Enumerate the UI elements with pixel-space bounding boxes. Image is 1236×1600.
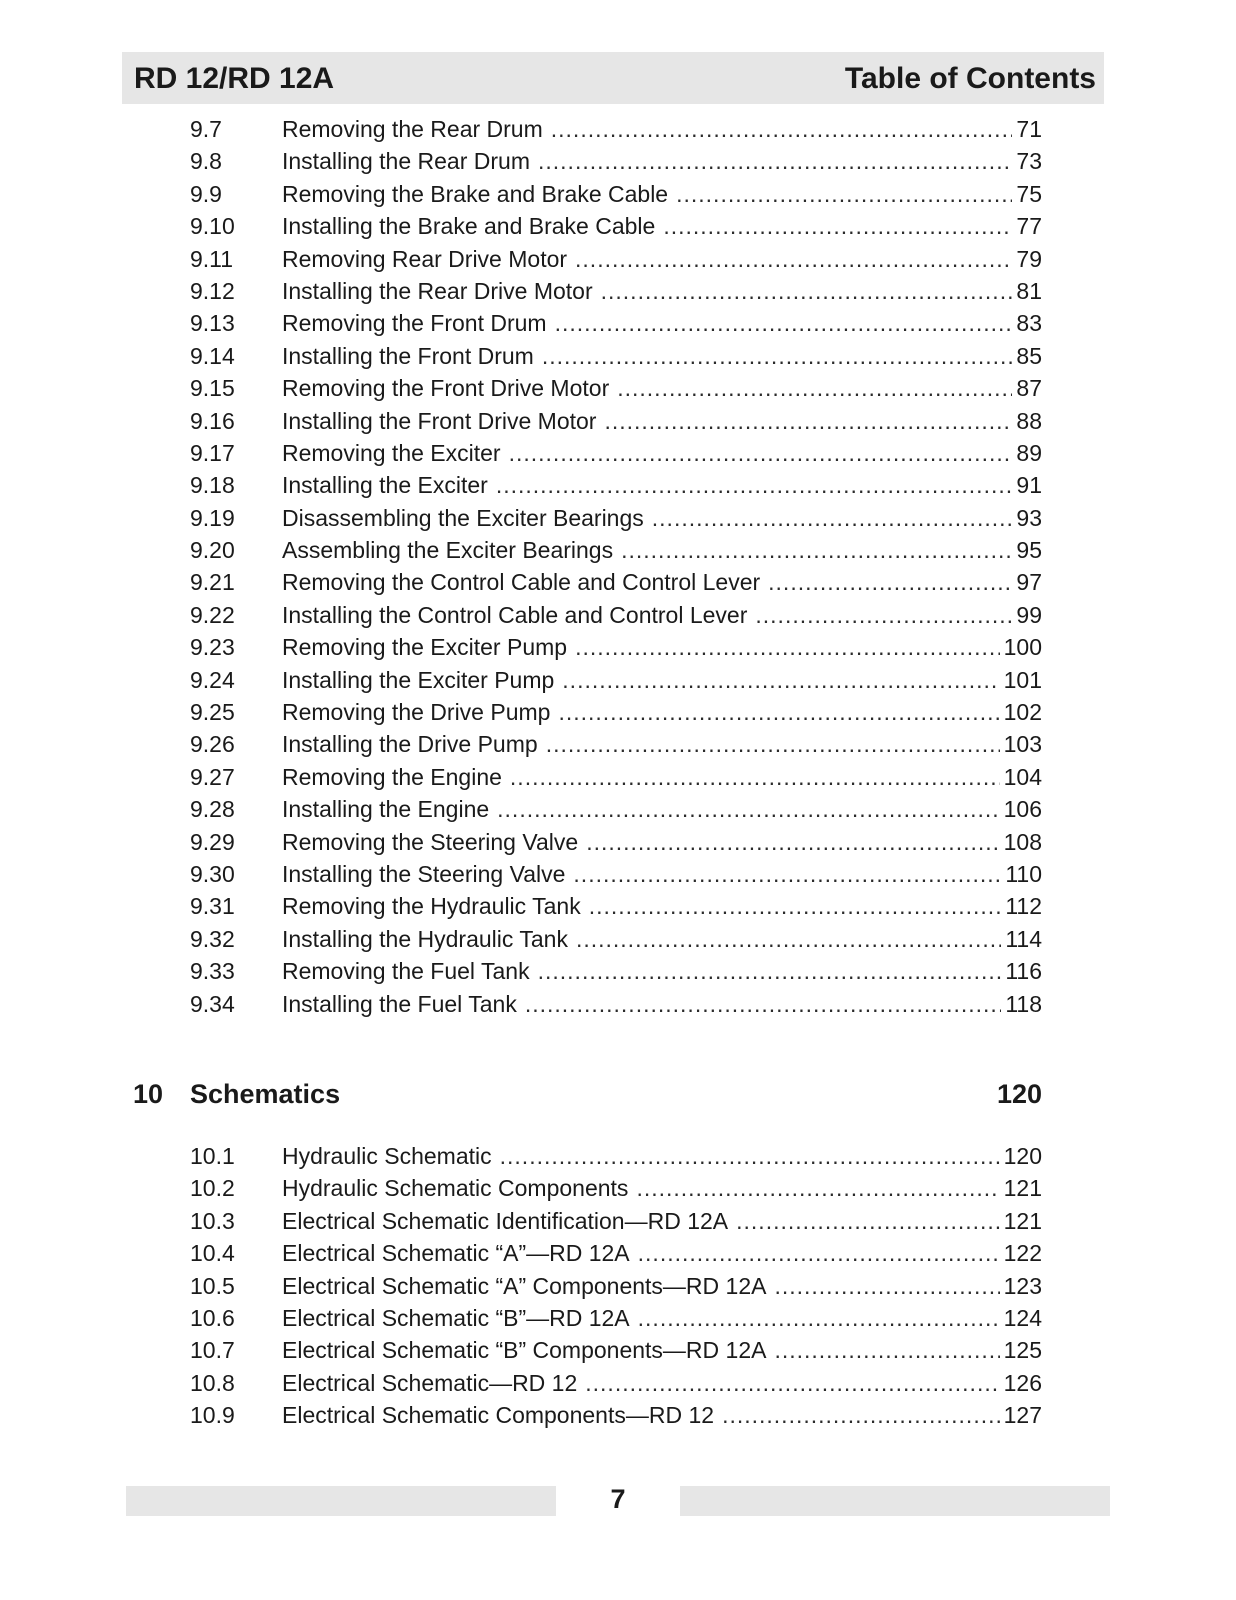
toc-entry[interactable]: [190, 113, 1042, 145]
toc-entry[interactable]: [190, 793, 1042, 825]
toc-entry[interactable]: [190, 307, 1042, 339]
dot-leader: [538, 955, 1002, 987]
chapter-number: 10: [133, 1079, 164, 1109]
toc-entry-number: 9.7: [190, 116, 222, 142]
toc-entry-title: Installing the Exciter Pump: [282, 666, 555, 693]
toc-entry-page: 118: [1005, 990, 1042, 1017]
toc-entry[interactable]: [190, 178, 1042, 210]
toc-entry-page: 93: [1016, 504, 1042, 531]
toc-entry-number: 9.12: [190, 277, 235, 304]
toc-entry-page: 108: [1003, 828, 1042, 855]
toc-entry[interactable]: [190, 631, 1042, 663]
toc-entry[interactable]: [190, 275, 1042, 307]
toc-entry[interactable]: [190, 955, 1042, 987]
toc-entry-title: Installing the Drive Pump: [282, 731, 538, 758]
dot-leader: [638, 1302, 1000, 1334]
toc-entry-page: 85: [1016, 342, 1042, 369]
toc-entry-title: Installing the Rear Drum: [282, 148, 530, 175]
toc-entry-page: 97: [1016, 569, 1042, 596]
toc-entry-number: 9.15: [190, 375, 235, 402]
toc-entry-number: 9.25: [190, 699, 235, 726]
toc-entry-page: 95: [1016, 537, 1042, 564]
toc-entry-number: 10.4: [190, 1240, 235, 1267]
section-title: Table of Contents: [844, 62, 1096, 95]
toc-entry[interactable]: [190, 340, 1042, 372]
toc-entry[interactable]: [190, 1270, 1042, 1302]
toc-entry-title: Removing the Hydraulic Tank: [282, 893, 581, 920]
toc-entry-number: 10.9: [190, 1402, 235, 1429]
dot-leader: [768, 566, 1012, 598]
toc-entry-page: 71: [1016, 116, 1042, 142]
dot-leader: [496, 469, 1013, 501]
model-title: RD 12/RD 12A: [134, 62, 335, 95]
toc-entry-title: Electrical Schematic “B”—RD 12A: [282, 1304, 630, 1331]
dot-leader: [562, 664, 999, 696]
dot-leader: [497, 793, 999, 825]
toc-entry[interactable]: [190, 1334, 1042, 1366]
dot-leader: [576, 923, 1001, 955]
dot-leader: [663, 210, 1012, 242]
toc-chapter-9-list: [190, 113, 1042, 1020]
toc-entry-title: Installing the Fuel Tank: [282, 990, 517, 1017]
dot-leader: [573, 858, 1001, 890]
dot-leader: [558, 696, 999, 728]
toc-entry-number: 9.29: [190, 828, 235, 855]
toc-entry-page: 81: [1016, 277, 1042, 304]
footer-bar-right: [680, 1486, 1110, 1516]
dot-leader: [500, 1140, 1000, 1172]
toc-entry-title: Removing the Rear Drum: [282, 116, 543, 142]
toc-entry-number: 9.30: [190, 860, 235, 887]
toc-entry-number: 9.33: [190, 958, 235, 985]
toc-entry-title: Removing the Steering Valve: [282, 828, 579, 855]
toc-entry-number: 9.19: [190, 504, 235, 531]
toc-entry-page: 79: [1016, 245, 1042, 272]
toc-entry-title: Installing the Front Drum: [282, 342, 534, 369]
toc-entry-title: Installing the Steering Valve: [282, 860, 566, 887]
toc-entry[interactable]: [190, 566, 1042, 598]
toc-entry-page: 91: [1016, 472, 1042, 499]
dot-leader: [575, 243, 1012, 275]
toc-entry-title: Removing the Front Drive Motor: [282, 375, 610, 402]
toc-entry-number: 9.27: [190, 763, 235, 790]
toc-entry-page: 99: [1016, 601, 1042, 628]
page-number: 7: [610, 1484, 626, 1514]
toc-entry-number: 9.9: [190, 180, 222, 207]
toc-entry-title: Removing the Brake and Brake Cable: [282, 180, 669, 207]
toc-entry-page: 127: [1003, 1402, 1042, 1429]
toc-entry-page: 100: [1003, 634, 1042, 661]
toc-entry-number: 10.3: [190, 1207, 235, 1234]
toc-entry[interactable]: [190, 988, 1042, 1020]
toc-entry-page: 77: [1016, 213, 1042, 240]
toc-entry-number: 10.8: [190, 1369, 235, 1396]
dot-leader: [604, 405, 1012, 437]
toc-entry-number: 9.28: [190, 796, 235, 823]
toc-entry[interactable]: [190, 890, 1042, 922]
footer-bar-left: [126, 1486, 556, 1516]
toc-entry-page: 112: [1005, 893, 1042, 920]
toc-chapter-10-list: [190, 1140, 1042, 1432]
toc-entry[interactable]: [190, 405, 1042, 437]
toc-entry-title: Installing the Rear Drive Motor: [282, 277, 593, 304]
toc-entry-number: 9.14: [190, 342, 235, 369]
toc-entry-title: Removing the Drive Pump: [282, 699, 551, 726]
dot-leader: [617, 372, 1012, 404]
dot-leader: [546, 728, 1000, 760]
toc-entry-title: Hydraulic Schematic: [282, 1143, 492, 1169]
toc-entry-page: 101: [1003, 666, 1042, 693]
toc-entry-title: Installing the Front Drive Motor: [282, 407, 597, 434]
toc-entry-number: 9.10: [190, 213, 235, 240]
dot-leader: [586, 826, 999, 858]
toc-entry-page: 123: [1003, 1272, 1042, 1299]
toc-entry[interactable]: [190, 761, 1042, 793]
toc-entry-number: 9.26: [190, 731, 235, 758]
toc-entry-page: 75: [1016, 180, 1042, 207]
toc-entry[interactable]: [190, 1237, 1042, 1269]
toc-entry-title: Assembling the Exciter Bearings: [282, 537, 614, 564]
dot-leader: [636, 1172, 999, 1204]
toc-entry-number: 10.2: [190, 1175, 235, 1202]
dot-leader: [774, 1270, 999, 1302]
toc-entry-page: 124: [1003, 1304, 1042, 1331]
toc-entry-number: 9.23: [190, 634, 235, 661]
toc-entry-title: Removing the Front Drum: [282, 310, 547, 337]
dot-leader: [621, 534, 1012, 566]
toc-entry[interactable]: [190, 1367, 1042, 1399]
toc-entry-page: 110: [1005, 860, 1042, 887]
chapter-title: Schematics: [190, 1079, 341, 1109]
toc-entry-title: Installing the Brake and Brake Cable: [282, 213, 656, 240]
toc-entry-page: 102: [1003, 699, 1042, 726]
toc-entry[interactable]: [190, 502, 1042, 534]
toc-entry[interactable]: [190, 145, 1042, 177]
toc-entry-title: Removing the Exciter Pump: [282, 634, 568, 661]
chapter-page-number: 120: [996, 1079, 1042, 1109]
toc-entry-number: 9.20: [190, 537, 235, 564]
toc-entry[interactable]: [190, 534, 1042, 566]
toc-entry-title: Removing the Engine: [282, 763, 502, 790]
toc-entry-number: 10.5: [190, 1272, 235, 1299]
dot-leader: [585, 1367, 999, 1399]
toc-entry-page: 88: [1016, 407, 1042, 434]
toc-entry[interactable]: [190, 210, 1042, 242]
toc-entry[interactable]: [190, 826, 1042, 858]
toc-entry[interactable]: [190, 664, 1042, 696]
toc-entry-page: 106: [1003, 796, 1042, 823]
dot-leader: [589, 890, 1002, 922]
toc-entry[interactable]: [190, 1205, 1042, 1237]
toc-entry[interactable]: [190, 696, 1042, 728]
toc-entry-page: 89: [1016, 439, 1042, 466]
toc-entry[interactable]: [190, 372, 1042, 404]
toc-entry-number: 9.16: [190, 407, 235, 434]
toc-entry-page: 121: [1003, 1175, 1042, 1202]
dot-leader: [755, 599, 1012, 631]
toc-entry[interactable]: [190, 1140, 1042, 1172]
toc-entry-page: 104: [1003, 763, 1042, 790]
toc-entry[interactable]: [190, 1399, 1042, 1431]
toc-entry-number: 9.24: [190, 666, 235, 693]
toc-entry-page: 116: [1005, 958, 1042, 985]
toc-entry-page: 83: [1016, 310, 1042, 337]
toc-entry[interactable]: [190, 437, 1042, 469]
toc-entry-title: Electrical Schematic “B” Components—RD 12A: [282, 1337, 767, 1364]
toc-entry-title: Electrical Schematic Identification—RD 12A: [282, 1207, 729, 1234]
chapter-heading[interactable]: [133, 1074, 1042, 1114]
toc-entry-page: 120: [1003, 1143, 1042, 1169]
toc-entry[interactable]: [190, 728, 1042, 760]
toc-entry-title: Electrical Schematic—RD 12: [282, 1369, 578, 1396]
toc-entry-title: Installing the Engine: [282, 796, 490, 823]
dot-leader: [551, 113, 1013, 145]
dot-leader: [509, 437, 1013, 469]
toc-entry-number: 9.11: [190, 245, 234, 272]
toc-entry-number: 10.7: [190, 1337, 235, 1364]
toc-entry[interactable]: [190, 243, 1042, 275]
toc-entry-number: 9.34: [190, 990, 235, 1017]
toc-entry-title: Removing Rear Drive Motor: [282, 245, 568, 272]
dot-leader: [555, 307, 1013, 339]
dot-leader: [722, 1399, 1000, 1431]
toc-entry-number: 9.18: [190, 472, 235, 499]
toc-entry[interactable]: [190, 469, 1042, 501]
dot-leader: [652, 502, 1013, 534]
dot-leader: [676, 178, 1012, 210]
toc-entry-page: 73: [1016, 148, 1042, 175]
toc-entry-page: 103: [1003, 731, 1042, 758]
dot-leader: [774, 1334, 999, 1366]
toc-entry-title: Installing the Exciter: [282, 472, 488, 499]
toc-entry-number: 10.1: [190, 1143, 235, 1169]
toc-entry-number: 9.21: [190, 569, 235, 596]
toc-entry-title: Removing the Exciter: [282, 439, 501, 466]
toc-entry-number: 9.22: [190, 601, 235, 628]
dot-leader: [736, 1205, 999, 1237]
toc-entry-title: Installing the Control Cable and Control Lever: [282, 601, 748, 628]
dot-leader: [575, 631, 1000, 663]
dot-leader: [638, 1237, 1000, 1269]
page-header: [122, 52, 1104, 104]
toc-entry[interactable]: [190, 1172, 1042, 1204]
dot-leader: [601, 275, 1013, 307]
toc-entry-title: Disassembling the Exciter Bearings: [282, 504, 644, 531]
toc-entry-title: Installing the Hydraulic Tank: [282, 925, 568, 952]
toc-entry-page: 114: [1005, 925, 1042, 952]
toc-entry-page: 121: [1003, 1207, 1042, 1234]
dot-leader: [510, 761, 1000, 793]
toc-entry-title: Hydraulic Schematic Components: [282, 1175, 629, 1202]
toc-entry-number: 9.13: [190, 310, 235, 337]
dot-leader: [542, 340, 1013, 372]
dot-leader: [538, 145, 1012, 177]
toc-entry-page: 125: [1003, 1337, 1042, 1364]
toc-entry-number: 9.17: [190, 439, 235, 466]
toc-entry-number: 10.6: [190, 1304, 235, 1331]
toc-entry-page: 87: [1016, 375, 1042, 402]
toc-entry-number: 9.8: [190, 148, 222, 175]
toc-entry-page: 126: [1003, 1369, 1042, 1396]
toc-entry[interactable]: [190, 858, 1042, 890]
toc-entry-number: 9.32: [190, 925, 235, 952]
toc-entry-title: Removing the Control Cable and Control Lever: [282, 569, 761, 596]
toc-entry-number: 9.31: [190, 893, 235, 920]
toc-entry[interactable]: [190, 1302, 1042, 1334]
toc-entry[interactable]: [190, 599, 1042, 631]
toc-entry-title: Electrical Schematic “A”—RD 12A: [282, 1240, 630, 1267]
toc-entry-title: Electrical Schematic “A” Components—RD 12A: [282, 1272, 767, 1299]
dot-leader: [525, 988, 1001, 1020]
toc-entry[interactable]: [190, 923, 1042, 955]
toc-entry-title: Electrical Schematic Components—RD 12: [282, 1402, 715, 1429]
toc-entry-page: 122: [1003, 1240, 1042, 1267]
toc-entry-title: Removing the Fuel Tank: [282, 958, 530, 985]
